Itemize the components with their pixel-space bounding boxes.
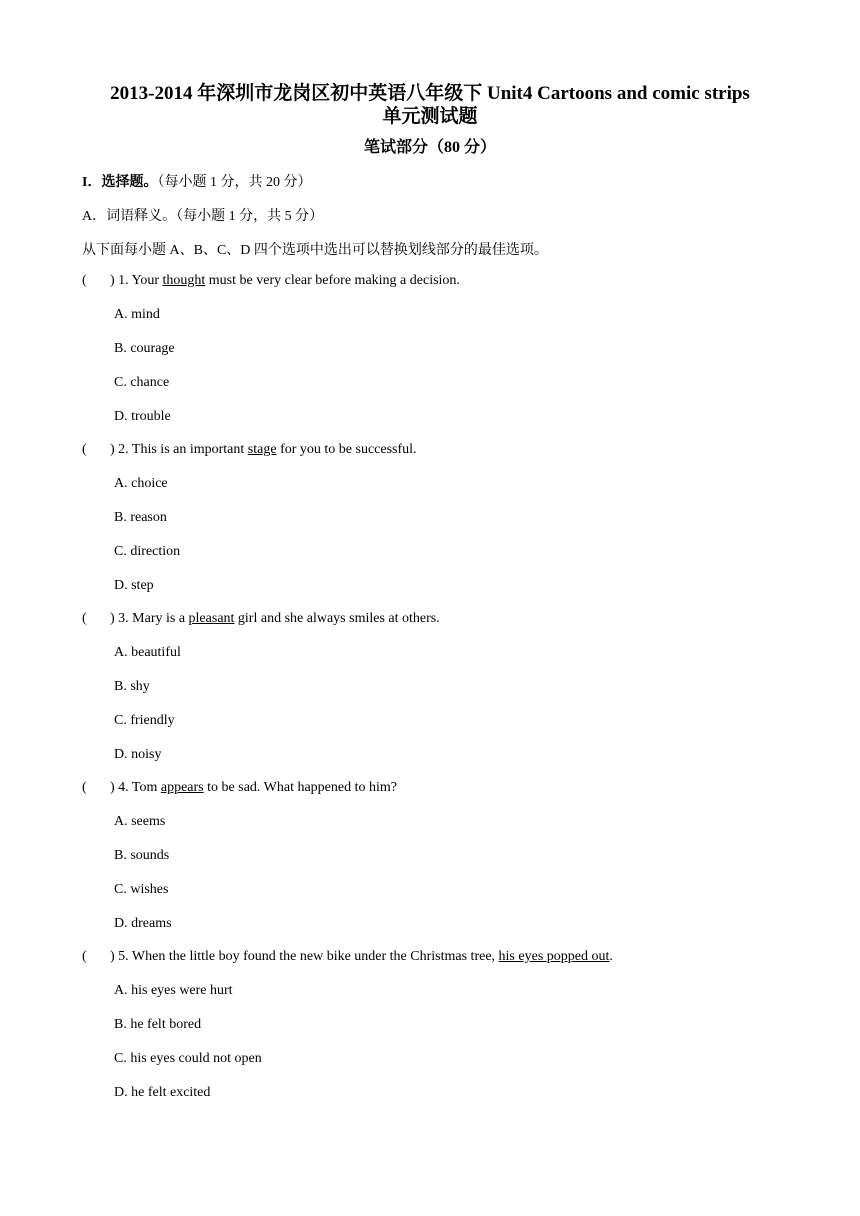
question-stem: ( ) 3. Mary is a pleasant girl and she always smiles at others. bbox=[82, 611, 440, 626]
option-c[interactable]: C. friendly bbox=[114, 713, 175, 728]
option-b[interactable]: B. sounds bbox=[114, 848, 170, 863]
option-b[interactable]: B. shy bbox=[114, 679, 150, 694]
option-a[interactable]: A. choice bbox=[114, 476, 168, 491]
underlined-word: thought bbox=[162, 273, 206, 288]
option-b[interactable]: B. he felt bored bbox=[114, 1017, 202, 1032]
option-a[interactable]: A. beautiful bbox=[114, 645, 181, 660]
option-b[interactable]: B. courage bbox=[114, 341, 175, 356]
underlined-word: pleasant bbox=[188, 611, 235, 626]
instruction-text: 从下面每小题 A、B、C、D 四个选项中选出可以替换划线部分的最佳选项。 bbox=[82, 243, 548, 258]
answer-blank[interactable]: ( bbox=[82, 611, 87, 626]
title-line-2: 单元测试题 bbox=[382, 106, 478, 127]
section-1-heading bbox=[82, 171, 311, 191]
question-stem: ( ) 1. Your thought must be very clear before making a decision. bbox=[82, 273, 460, 288]
answer-blank[interactable]: ( bbox=[82, 442, 87, 457]
underlined-word: stage bbox=[247, 442, 277, 457]
answer-blank[interactable]: ( bbox=[82, 780, 87, 795]
document-title bbox=[0, 82, 860, 128]
section-subtitle: 笔试部分（80 分） bbox=[363, 139, 496, 156]
section-1-note: （每小题 1 分，共 20 分） bbox=[157, 175, 312, 190]
option-a[interactable]: A. seems bbox=[114, 814, 166, 829]
option-b[interactable]: B. reason bbox=[114, 510, 167, 525]
underlined-phrase: his eyes popped out bbox=[498, 949, 610, 964]
option-d[interactable]: D. he felt excited bbox=[114, 1085, 211, 1100]
part-a-heading: A．词语释义。（每小题 1 分，共 5 分） bbox=[82, 209, 324, 224]
option-c[interactable]: C. his eyes could not open bbox=[114, 1051, 262, 1066]
option-a[interactable]: A. his eyes were hurt bbox=[114, 983, 233, 998]
question-stem: ( ) 4. Tom appears to be sad. What happened to him? bbox=[82, 780, 397, 795]
option-d[interactable]: D. dreams bbox=[114, 916, 172, 931]
option-d[interactable]: D. step bbox=[114, 578, 154, 593]
option-c[interactable]: C. wishes bbox=[114, 882, 169, 897]
section-1-label: I．选择题。 bbox=[82, 175, 158, 190]
answer-blank[interactable]: ( bbox=[82, 273, 87, 288]
title-line-1: 2013-2014 年深圳市龙岗区初中英语八年级下 Unit4 Cartoons and comic strips bbox=[110, 83, 750, 104]
question-stem: ( ) 5. When the little boy found the new bike under the Christmas tree, his eyes popped out. bbox=[82, 949, 613, 964]
answer-blank[interactable]: ( bbox=[82, 949, 87, 964]
option-c[interactable]: C. chance bbox=[114, 375, 170, 390]
option-c[interactable]: C. direction bbox=[114, 544, 181, 559]
question-stem: ( ) 2. This is an important stage for you to be successful. bbox=[82, 442, 417, 457]
underlined-word: appears bbox=[160, 780, 204, 795]
option-d[interactable]: D. trouble bbox=[114, 409, 171, 424]
option-a[interactable]: A. mind bbox=[114, 307, 160, 322]
option-d[interactable]: D. noisy bbox=[114, 747, 162, 762]
